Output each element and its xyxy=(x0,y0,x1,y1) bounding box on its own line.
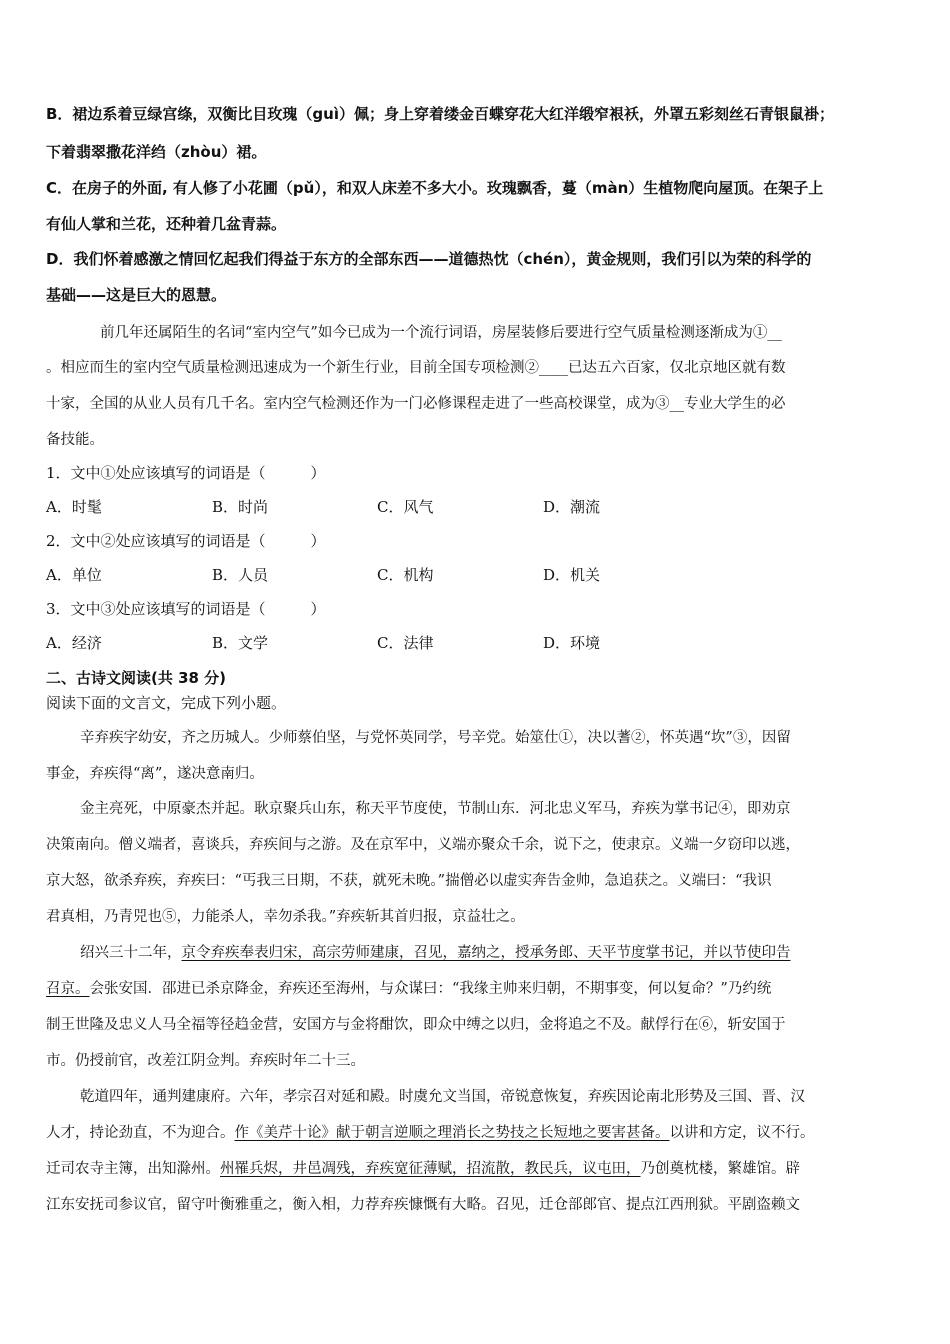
question-3-stem: 3．文中③处应该填写的词语是（ ） xyxy=(46,600,326,618)
passage-line2: 。相应而生的室内空气质量检测迅速成为一个新生行业，目前全国专项检测②____已达五六百家，仅北京地区就有数 xyxy=(46,360,786,376)
classical-p3-line2 xyxy=(46,977,771,998)
p4-l3-plain-pre: 迁司农寺主簿，出知滁州。 xyxy=(46,1161,220,1177)
passage-line1: 前几年还属陌生的名词“室内空气”如今已成为一个流行词语，房屋装修后要进行空气质量检测逐渐成为①__ xyxy=(100,325,782,341)
option-c-line2: 有仙人掌和兰花，还种着几盆青蒜。 xyxy=(46,215,287,233)
classical-p1-line2: 事金，弃疾得“离”，遂决意南归。 xyxy=(46,766,264,782)
question-1-option-c: C．风气 xyxy=(377,498,434,516)
classical-p4-line3 xyxy=(46,1157,800,1178)
p4-l2-plain-pre: 人才，持论劲直，不为迎合。 xyxy=(46,1125,235,1141)
p4-l2-plain-post: 以讲和方定，议不行。 xyxy=(669,1125,815,1141)
question-3-option-d: D．环境 xyxy=(543,634,601,652)
classical-p2-line2: 决策南向。僧义端者，喜谈兵，弃疾间与之游。及在京军中，义端亦聚众千余，说下之，使隶京。义端一夕窃印以逃， xyxy=(46,837,800,853)
p4-l3-plain-post: 乃创奠枕楼，繁雄馆。辟 xyxy=(640,1161,800,1177)
section-title: 二、古诗文阅读(共 38 分) xyxy=(46,669,227,687)
passage-line3: 十家，全国的从业人员有几千名。室内空气检测还作为一门必修课程走进了一些高校课堂，成为③__专业大学生的必 xyxy=(46,396,786,412)
question-1-option-d: D．潮流 xyxy=(543,498,601,516)
question-1-option-a: A．时髦 xyxy=(46,498,102,516)
question-1-option-b: B．时尚 xyxy=(212,498,269,516)
classical-p4-line1: 乾道四年，通判建康府。六年，孝宗召对延和殿。时虞允文当国，帝锐意恢复，弃疾因论南北形势及三国、晋、汉 xyxy=(80,1089,805,1105)
classical-p3-line3: 制王世隆及忠义人马全福等径趋金营，安国方与金将酣饮，即众中缚之以归，金将追之不及。献俘行在⑥，斩安国于 xyxy=(46,1017,786,1033)
p3-l1-underlined: 京令弃疾奉表归宋，高宗劳师建康，召见，嘉纳之，授承务郎、天平节度掌书记，并以节使印告 xyxy=(181,945,791,961)
p3-l1-plain: 绍兴三十二年， xyxy=(80,945,182,961)
section-instruction: 阅读下面的文言文，完成下列小题。 xyxy=(46,694,287,712)
question-2-option-b: B．人员 xyxy=(212,566,269,584)
classical-p2-line3: 京大怒，欲杀弃疾，弃疾曰：“丐我三日期，不获，就死未晚。”揣僧必以虚实奔告金帅，急追获之。义端曰：“我识 xyxy=(46,873,772,889)
option-b-line2: 下着翡翠撒花洋绉（zhòu）裙。 xyxy=(46,143,267,161)
question-2-option-d: D．机关 xyxy=(543,566,601,584)
classical-p4-line2 xyxy=(46,1121,815,1142)
p4-l2-underlined: 作《美芹十论》献于朝言逆顺之理消长之势技之长短地之要害甚备。 xyxy=(234,1125,670,1141)
classical-p2-line4: 君真相，乃青兕也⑤，力能杀人，幸勿杀我。”弃疾斩其首归报，京益壮之。 xyxy=(46,909,525,925)
option-b-line1: B．裙边系着豆绿宫绦，双衡比目玫瑰（guì）佩；身上穿着缕金百蝶穿花大红洋缎窄裉袄，外罩五彩刻丝石青银鼠褂； xyxy=(46,105,834,123)
option-c-line1: C．在房子的外面, 有人修了小花圃（pǔ），和双人床差不多大小。玫瑰飘香，蔓（màn）生植物爬向屋顶。在架子上 xyxy=(46,179,824,197)
question-1-stem: 1．文中①处应该填写的词语是（ ） xyxy=(46,464,326,482)
passage-line4: 备技能。 xyxy=(46,432,104,448)
option-d-line1: D．我们怀着感激之情回忆起我们得益于东方的全部东西——道德热忱（chén），黄金规则，我们引以为荣的科学的 xyxy=(46,250,812,268)
classical-p1-line1: 辛弃疾字幼安，齐之历城人。少师蔡伯坚，与党怀英同学，号辛党。始筮仕①，决以蓍②，怀英遇“坎”③，因留 xyxy=(80,730,791,746)
classical-p3-line4: 市。仍授前官，改差江阴佥判。弃疾时年二十三。 xyxy=(46,1053,365,1069)
question-3-option-b: B．文学 xyxy=(212,634,269,652)
question-3-option-a: A．经济 xyxy=(46,634,102,652)
classical-p3-line1 xyxy=(80,941,791,962)
p3-l2-underlined: 召京。 xyxy=(46,981,90,997)
question-3-option-c: C．法律 xyxy=(377,634,434,652)
question-2-stem: 2．文中②处应该填写的词语是（ ） xyxy=(46,532,326,550)
question-2-option-a: A．单位 xyxy=(46,566,102,584)
classical-p4-line4: 江东安抚司参议官，留守叶衡雅重之，衡入相，力荐弃疾慷慨有大略。召见，迁仓部郎官、提点江西刑狱。平剧盗赖文 xyxy=(46,1197,800,1213)
classical-p2-line1: 金主亮死，中原豪杰并起。耿京聚兵山东，称天平节度使，节制山东．河北忠义军马，弃疾为掌书记④，即劝京 xyxy=(80,801,791,817)
question-2-option-c: C．机构 xyxy=(377,566,434,584)
p4-l3-underlined: 州罹兵烬，井邑凋残，弃疾宽征薄赋，招流散，教民兵，议屯田， xyxy=(220,1161,641,1177)
p3-l2-plain: 会张安国．邵进已杀京降金，弃疾还至海州，与众谋曰：“我缘主帅来归朝，不期事变，何以复命？”乃约统 xyxy=(89,981,772,997)
option-d-line2: 基础——这是巨大的恩慧。 xyxy=(46,286,227,304)
